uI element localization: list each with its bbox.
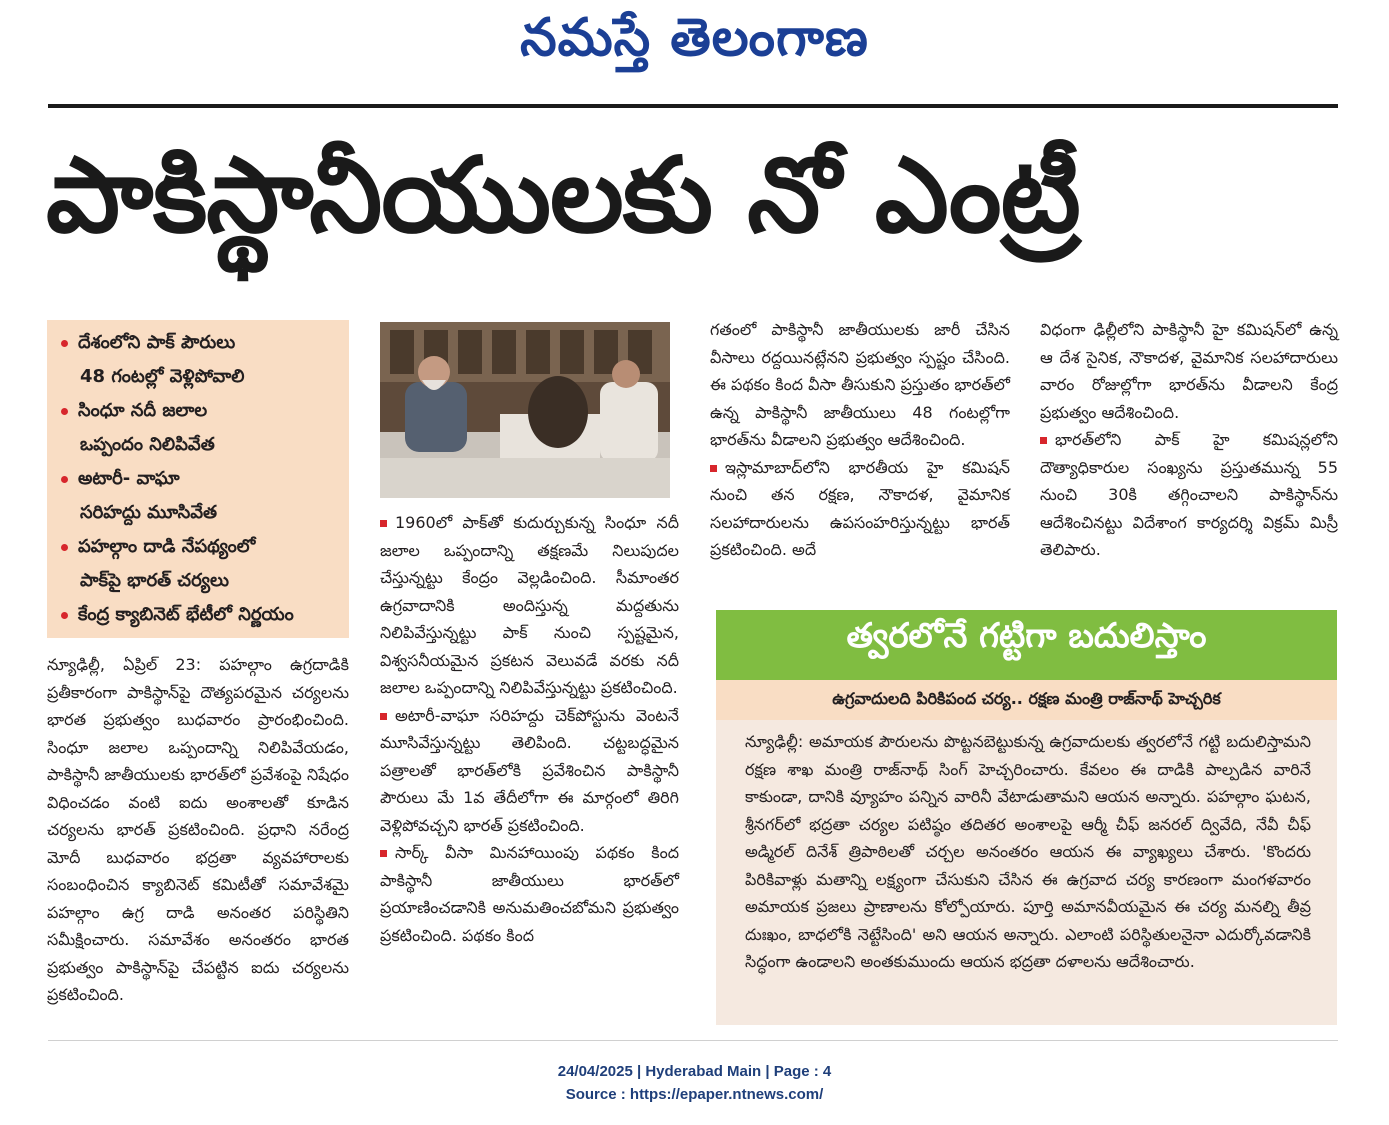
sidebar-subtitle: ఉగ్రవాదులది పిరికిపంద చర్య.. రక్షణ మంత్రి రాజ్‌నాథ్ హెచ్చరిక	[832, 689, 1221, 708]
highlight-item: పహల్గాం దాడి నేపథ్యంలో పాక్‌పై భారత్ చర్యలు	[61, 530, 347, 598]
headline: పాకిస్థానీయులకు నో ఎంట్రీ	[46, 134, 1080, 256]
highlight-item: అటారీ- వాఘా సరిహద్దు మూసివేత	[61, 462, 347, 530]
bullet-square-icon	[380, 520, 387, 527]
article-paragraph: 1960లో పాక్‌తో కుదుర్చుకున్న సింధూ నదీ జలాల ఒప్పందాన్ని తక్షణమే నిలుపుదల చేస్తున్నట్టు కేంద్రం వెల్లడించింది. సీమాంతర ఉగ్రవాదానికి అందిస్తున్న మద్దతును నిలిపివేస్తున్నట్టు పాక్ నుంచి స్పష్టమైన, విశ్వసనీయమైన ప్రకటన వెలువడే వరకు నదీ జలాల ఒప్పందాన్ని నిలిపివేస్తున్నట్టు ప్రకటించింది.	[380, 513, 679, 697]
highlights-box	[47, 320, 349, 638]
bullet-dot-icon	[61, 612, 68, 619]
article-column-1: న్యూఢిల్లీ, ఏప్రిల్ 23: పహల్గాం ఉగ్రదాడికి ప్రతీకారంగా పాకిస్థాన్‌పై దౌత్యపరమైన చర్యలను భారత ప్రభుత్వం బుధవారం ప్రారంభించింది. సింధూ జలాల ఒప్పందాన్ని నిలిపివేయడం, పాకిస్థానీ జాతీయులకు భారత్‌లో ప్రవేశంపై నిషేధం విధించడం వంటి ఐదు అంశాలతో కూడిన చర్యలను భారత్ ప్రకటించింది. ప్రధాని నరేంద్ర మోదీ బుధవారం భద్రతా వ్యవహారాలకు సంబంధించిన క్యాబినెట్ కమిటీతో సమావేశమై పహల్గాం ఉగ్ర దాడి అనంతర పరిస్థితిని సమీక్షించారు. సమావేశం అనంతరం భారత ప్రభుత్వం పాకిస్థాన్‌పై చేపట్టిన ఐదు చర్యలను ప్రకటించింది.	[47, 655, 349, 1004]
footer-rule	[48, 1040, 1338, 1041]
newspaper-logo: నమస్తే తెలంగాణ	[520, 8, 869, 68]
meeting-photo-image	[380, 322, 670, 498]
bullet-dot-icon	[61, 408, 68, 415]
bullet-square-icon	[380, 713, 387, 720]
bullet-dot-icon	[61, 476, 68, 483]
news-photo	[380, 322, 670, 498]
article-column-3	[710, 316, 1010, 564]
bullet-dot-icon	[61, 340, 68, 347]
bullet-square-icon	[710, 465, 717, 472]
article-paragraph: విధంగా ఢిల్లీలోని పాకిస్థానీ హై కమిషన్‌లో ఉన్న ఆ దేశ సైనిక, నౌకాదళ, వైమానిక సలహాదారులు వారం రోజుల్లోగా భారత్‌ను వీడాలని కేంద్ర ప్రభుత్వం ఆదేశించింది.	[1040, 320, 1338, 422]
article-paragraph: సార్క్ వీసా మినహాయింపు పథకం కింద పాకిస్థానీ జాతీయులు భారత్‌లో ప్రయాణించడానికి అనుమతించబోమని ప్రభుత్వం ప్రకటించింది. పథకం కింద	[380, 843, 679, 945]
bullet-square-icon	[380, 850, 387, 857]
highlight-item: సింధూ నదీ జలాల ఒప్పందం నిలిపివేత	[61, 394, 347, 462]
article-paragraph: భారత్‌లోని పాక్ హై కమిషన్లలోని దౌత్యాధికారుల సంఖ్యను ప్రస్తుతమున్న 55 నుంచి 30కి తగ్గించాలని పాకిస్థాన్‌ను ఆదేశించినట్టు విదేశాంగ కార్యదర్శి విక్రమ్ మిస్రీ తెలిపారు.	[1040, 430, 1338, 559]
highlight-item: కేంద్ర క్యాబినెట్ భేటీలో నిర్ణయం	[61, 598, 347, 632]
article-paragraph: అటారీ-వాఘా సరిహద్దు చెక్‌పోస్టును వెంటనే మూసివేస్తున్నట్టు తెలిపింది. చట్టబద్ధమైన పత్రాలతో భారత్‌లోకి ప్రవేశించిన పాకిస్థానీ పౌరులు మే 1వ తేదీలోగా ఈ మార్గంలో తిరిగి వెళ్లిపోవచ్చని భారత్ ప్రకటించింది.	[380, 705, 679, 835]
masthead	[0, 0, 1389, 96]
footer-dateline: 24/04/2025 | Hyderabad Main | Page : 4	[557, 1063, 832, 1080]
article-column-2	[380, 509, 679, 949]
bullet-square-icon	[1040, 437, 1047, 444]
masthead-rule	[48, 104, 1338, 108]
bullet-dot-icon	[61, 544, 68, 551]
article-paragraph: గతంలో పాకిస్థానీ జాతీయులకు జారీ చేసిన వీసాలు రద్దయినట్లేనని ప్రభుత్వం స్పష్టం చేసింది. ఈ పథకం కింద వీసా తీసుకుని ప్రస్తుతం భారత్‌లో ఉన్న పాకిస్థానీ జాతీయులు 48 గంటల్లోగా భారత్‌ను వీడాలని ప్రభుత్వం ఆదేశించింది.	[710, 320, 1010, 449]
sidebar-title: త్వరలోనే గట్టిగా బదులిస్తాం	[846, 616, 1207, 656]
article-column-4	[1040, 316, 1338, 564]
highlight-item: దేశంలోని పాక్ పౌరులు 48 గంటల్లో వెళ్లిపోవాలి	[61, 326, 347, 394]
article-paragraph: ఇస్లామాబాద్‌లోని భారతీయ హై కమిషన్ నుంచి తన రక్షణ, నౌకాదళ, వైమానిక సలహాదారులను ఉపసంహరిస్తున్నట్టు భారత్ ప్రకటించింది. అదే	[710, 457, 1010, 559]
sidebar-body: న్యూఢిల్లీ: అమాయక పౌరులను పొట్టనబెట్టుకున్న ఉగ్రవాదులకు త్వరలోనే గట్టి బదులిస్తామని రక్షణ శాఖ మంత్రి రాజ్‌నాథ్ సింగ్ హెచ్చరించారు. కేవలం ఈ దాడికి పాల్పడిన వారినే కాకుండా, దానికి వ్యూహం పన్నిన వారినీ వేటాడుతామని ఆయన అన్నారు. పహల్గాం ఘటన, శ్రీనగర్‌లో భద్రతా చర్యల పటిష్ఠం తదితర అంశాలపై ఆర్మీ చీఫ్ జనరల్ ద్వివేది, నేవీ చీఫ్ అడ్మిరల్ దినేశ్ త్రిపాఠిలతో చర్చల అనంతరం ఆయన ఈ వ్యాఖ్యలు చేశారు. 'కొందరు పిరికివాళ్లు మతాన్ని లక్ష్యంగా చేసుకుని చేసిన ఈ ఉగ్రవాద చర్య కారణంగా మంగళవారం అమాయక ప్రజలు ప్రాణాలను కోల్పోయారు. పూర్తి అమానవీయమైన ఈ చర్య మనల్ని తీవ్ర దుఃఖం, బాధలోకి నెట్టేసింది' అని ఆయన అన్నారు. ఎలాంటి పరిస్థితులనైనా ఎదుర్కోవడానికి సిద్ధంగా ఉండాలని అంతకుముందు ఆయన భద్రతా దళాలను ఆదేశించారు.	[745, 732, 1311, 971]
footer-source: Source : https://epaper.ntnews.com/	[565, 1086, 824, 1103]
